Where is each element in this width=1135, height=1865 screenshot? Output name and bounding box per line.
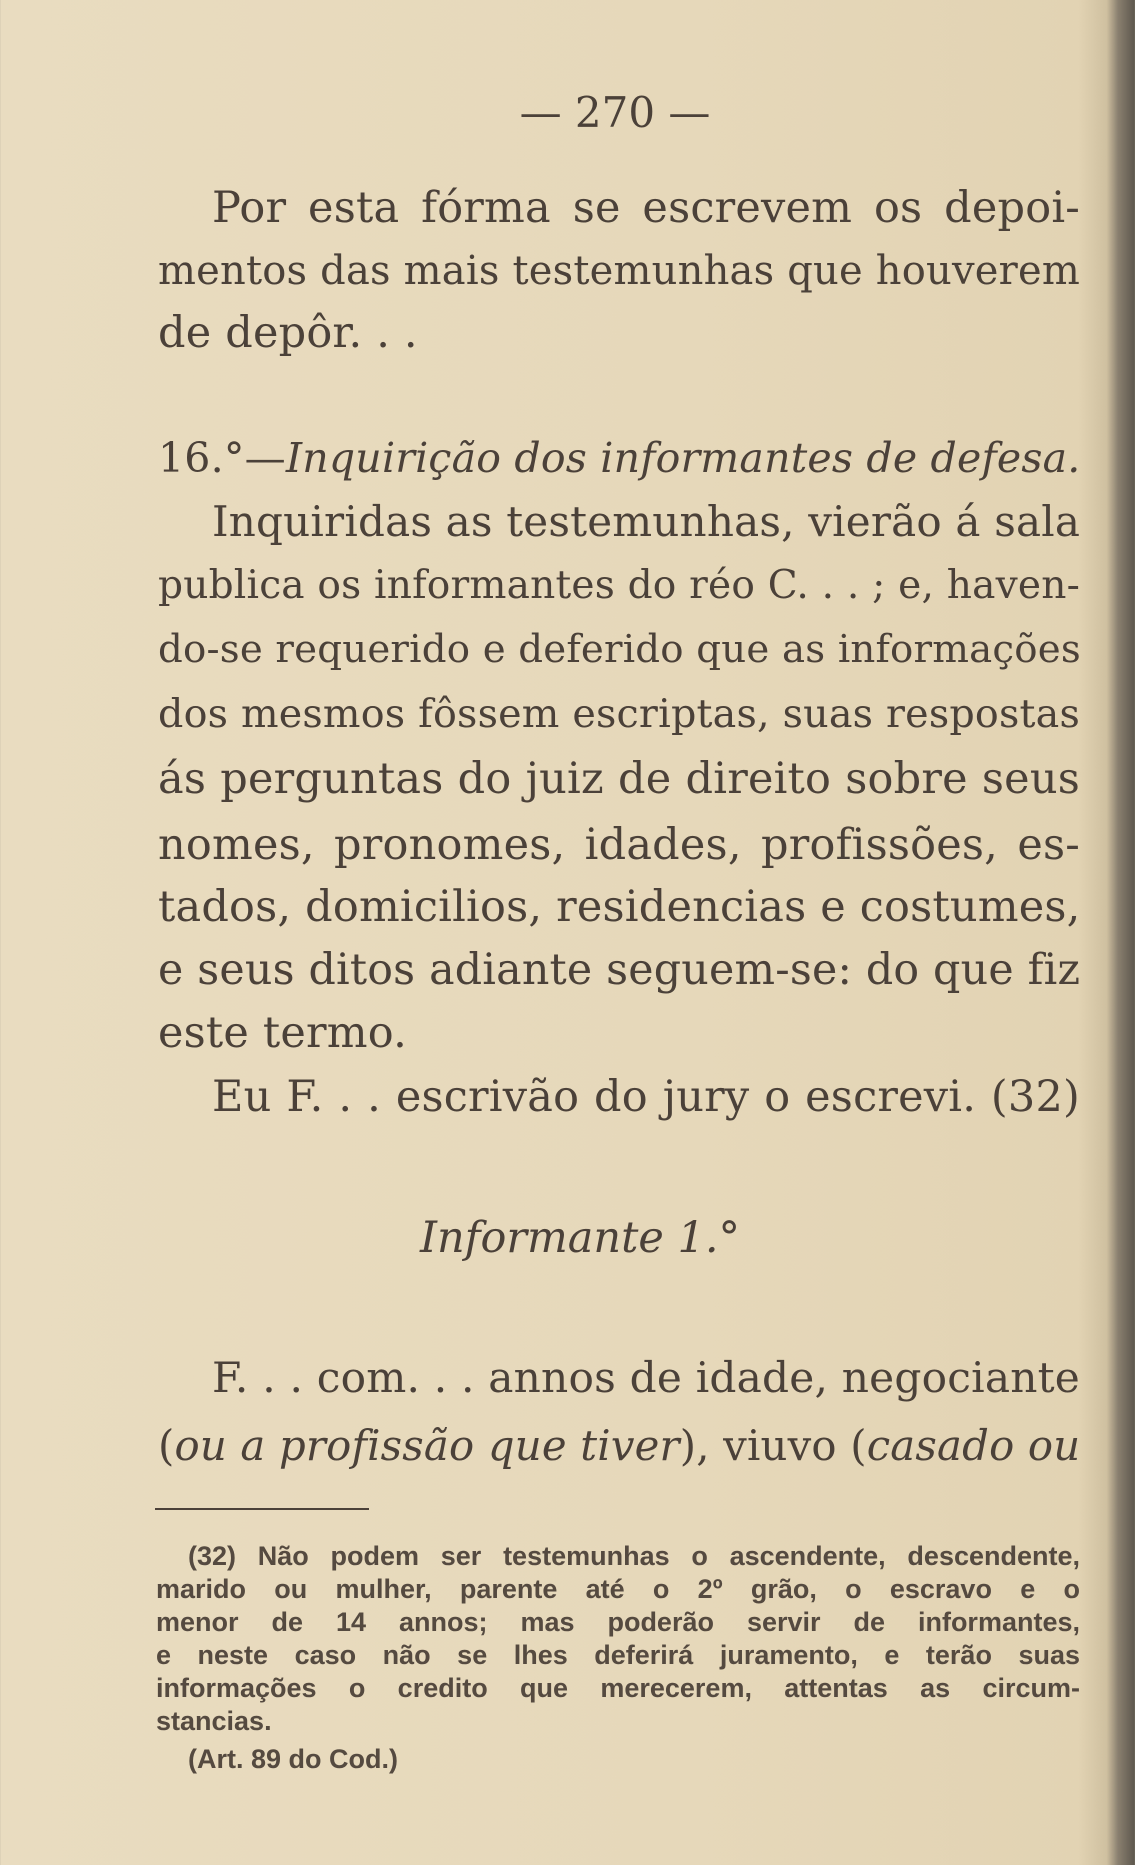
footnote-line: marido ou mulher, parente até o 2º grão, o escravo e o xyxy=(156,1574,1080,1604)
section-title: Inquirição dos informantes de defesa. xyxy=(285,434,1081,482)
text-fragment: ou a profissão que tiver xyxy=(174,1421,680,1470)
text-fragment: casado ou xyxy=(866,1421,1081,1470)
footnote-line: menor de 14 annos; mas poderão servir de informantes, xyxy=(156,1607,1080,1637)
section-heading xyxy=(158,433,1080,483)
text-line: Inquiridas as testemunhas, vierão á sala xyxy=(212,497,1081,546)
footnote-line: stancias. xyxy=(156,1706,272,1736)
text-fragment: ( xyxy=(158,1421,175,1470)
footnote-line: e neste caso não se lhes deferirá juramento, e terão suas xyxy=(156,1640,1080,1670)
text-line: tados, domicilios, residencias e costumes, xyxy=(158,882,1081,932)
text-line: do-se requerido e deferido que as informações xyxy=(158,627,1081,672)
text-line: de depôr. . . xyxy=(158,308,418,358)
footnote-line: (32) Não podem ser testemunhas o ascendente, descendente, xyxy=(188,1541,1080,1571)
text-fragment: ), viuvo ( xyxy=(679,1421,867,1470)
text-line: ás perguntas do juiz de direito sobre seus xyxy=(158,754,1080,804)
subheading: Informante 1.° xyxy=(419,1213,741,1263)
section-number: 16.°— xyxy=(158,434,286,482)
text-line: este termo. xyxy=(158,1008,407,1058)
text-line: F. . . com. . . annos de idade, negociante xyxy=(212,1353,1081,1402)
signature-line: Eu F. . . escrivão do jury o escrevi. (32) xyxy=(212,1072,1080,1122)
text-line xyxy=(158,1421,1080,1471)
text-line: publica os informantes do réo C. . . ; e, haven- xyxy=(158,563,1080,608)
text-line: dos mesmos fôssem escriptas, suas respostas xyxy=(158,691,1080,737)
text-line: e seus ditos adiante seguem-se: do que fiz xyxy=(158,945,1081,995)
text-line: nomes, pronomes, idades, profissões, es- xyxy=(158,820,1080,870)
text-line: mentos das mais testemunhas que houverem xyxy=(158,248,1080,294)
footnote-reference: (Art. 89 do Cod.) xyxy=(188,1744,398,1774)
footnote-line: informações o credito que merecerem, attentas as circum- xyxy=(156,1673,1080,1703)
page-number: — 270 — xyxy=(519,88,711,137)
footnote-divider xyxy=(155,1508,369,1510)
text-line: Por esta fórma se escrevem os depoi- xyxy=(212,183,1080,233)
